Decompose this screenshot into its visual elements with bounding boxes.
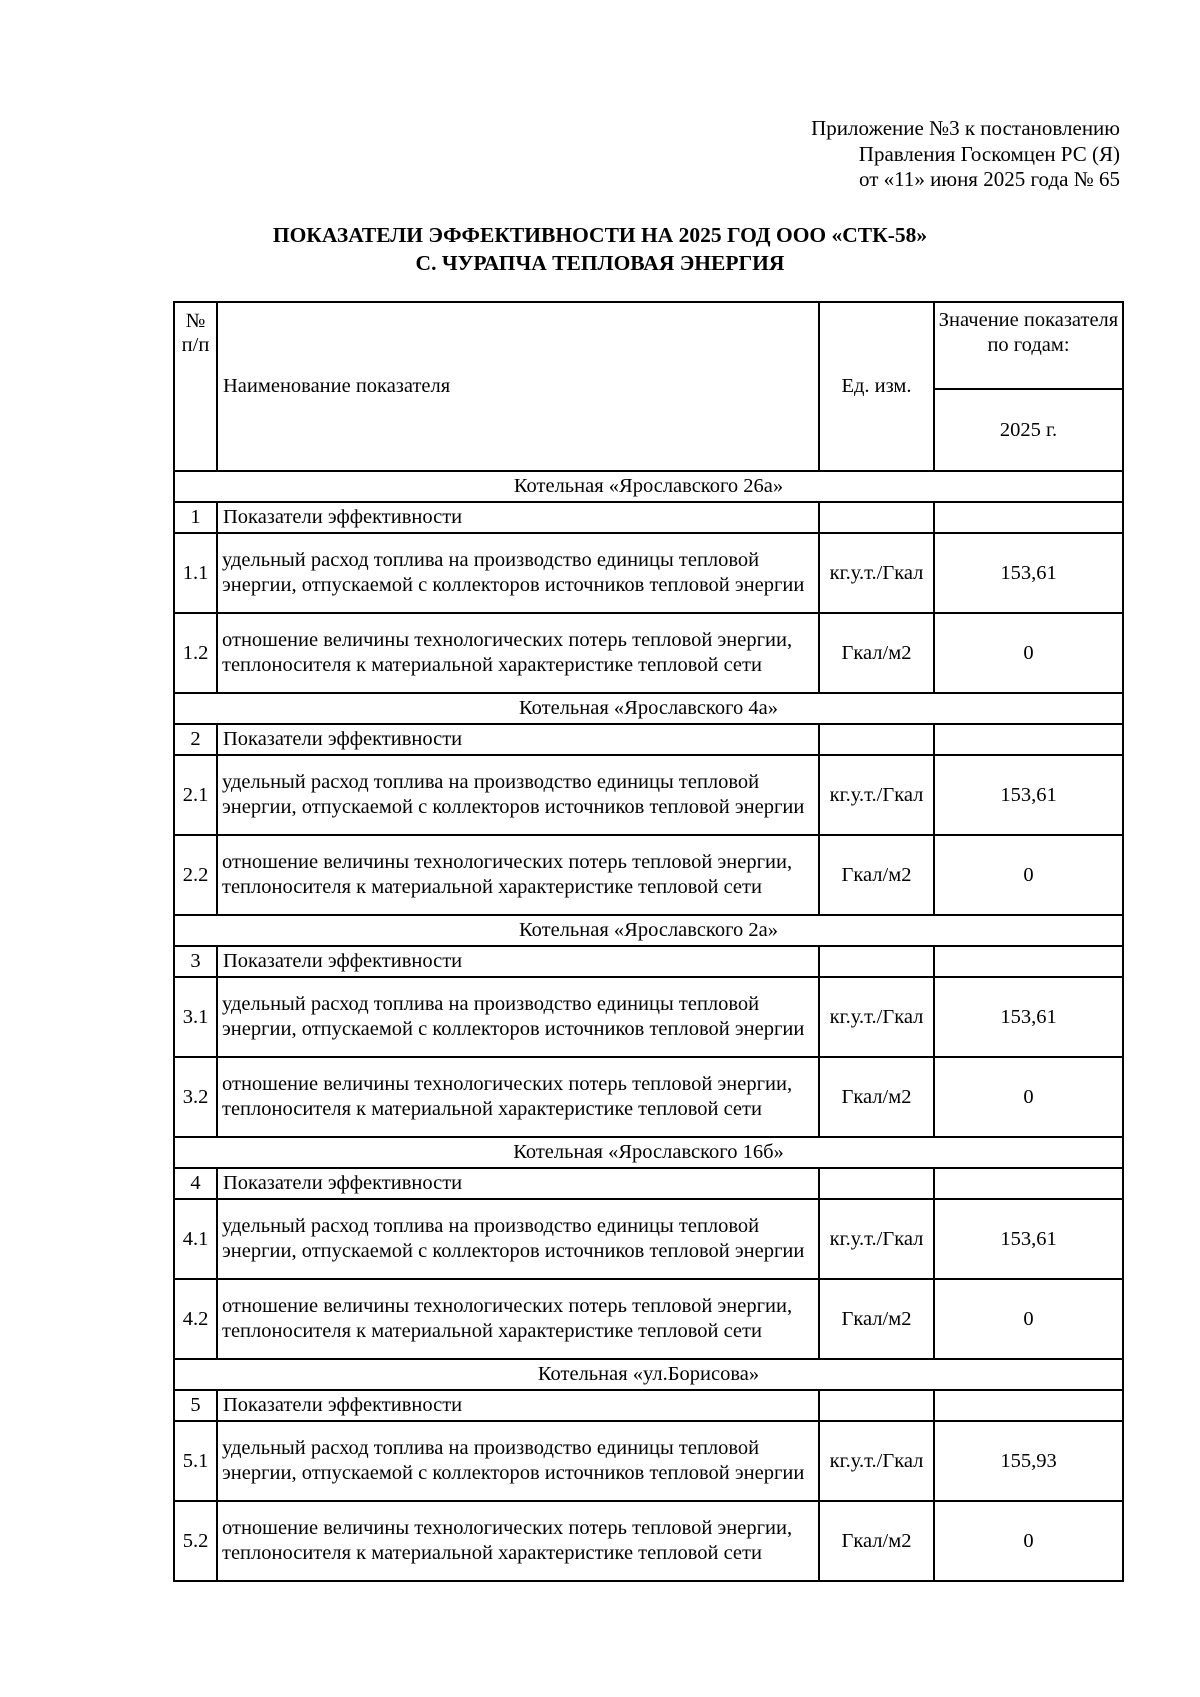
- item-number: 1.1: [174, 533, 217, 613]
- section-number: 2: [174, 724, 217, 755]
- approval-line: от «11» июня 2025 года № 65: [859, 167, 1120, 191]
- item-value: 153,61: [934, 533, 1123, 613]
- item-value: 0: [934, 1279, 1123, 1359]
- item-value: 0: [934, 613, 1123, 693]
- section-value-cell: [934, 502, 1123, 533]
- table-row: [174, 1199, 1123, 1279]
- item-unit: кг.у.т./Гкал: [819, 755, 934, 835]
- table-row: [174, 1057, 1123, 1137]
- section-unit-cell: [819, 502, 934, 533]
- item-name: отношение величины технологических потерь тепловой энергии, теплоносителя к материальной характеристике тепловой сети: [217, 1057, 819, 1137]
- boiler-name: Котельная «ул.Борисова»: [174, 1359, 1123, 1390]
- item-value: 153,61: [934, 755, 1123, 835]
- section-number: 4: [174, 1168, 217, 1199]
- section-unit-cell: [819, 946, 934, 977]
- section-unit-cell: [819, 724, 934, 755]
- title-line: С. ЧУРАПЧА ТЕПЛОВАЯ ЭНЕРГИЯ: [415, 251, 785, 275]
- item-number: 3.2: [174, 1057, 217, 1137]
- approval-line: Правления Госкомцен РС (Я): [858, 141, 1120, 166]
- table-row: [174, 755, 1123, 835]
- section-unit-cell: [819, 1168, 934, 1199]
- section-row: [174, 1168, 1123, 1199]
- item-value: 0: [934, 1057, 1123, 1137]
- section-number: 5: [174, 1390, 217, 1421]
- header-value-group: Значение показателя по годам:: [934, 302, 1123, 389]
- item-unit: Гкал/м2: [819, 1501, 934, 1581]
- table-row: [174, 613, 1123, 693]
- boiler-name: Котельная «Ярославского 4а»: [174, 693, 1123, 724]
- indicators-table-body: [174, 302, 1123, 1581]
- item-value: 155,93: [934, 1421, 1123, 1501]
- table-row: [174, 1421, 1123, 1501]
- item-name: отношение величины технологических потерь тепловой энергии, теплоносителя к материальной характеристике тепловой сети: [217, 1501, 819, 1581]
- item-number: 4.2: [174, 1279, 217, 1359]
- section-name: Показатели эффективности: [217, 724, 819, 755]
- document-title: [150, 221, 1050, 277]
- item-number: 5.1: [174, 1421, 217, 1501]
- section-name: Показатели эффективности: [217, 502, 819, 533]
- table-row: [174, 533, 1123, 613]
- item-value: 0: [934, 1501, 1123, 1581]
- item-number: 4.1: [174, 1199, 217, 1279]
- item-unit: Гкал/м2: [819, 613, 934, 693]
- item-unit: кг.у.т./Гкал: [819, 1199, 934, 1279]
- section-value-cell: [934, 1168, 1123, 1199]
- boiler-group-row: [174, 915, 1123, 946]
- section-name: Показатели эффективности: [217, 946, 819, 977]
- boiler-name: Котельная «Ярославского 26а»: [174, 471, 1123, 502]
- item-name: удельный расход топлива на производство единицы тепловой энергии, отпускаемой с коллекторов источников тепловой энергии: [217, 533, 819, 613]
- boiler-group-row: [174, 471, 1123, 502]
- item-name: отношение величины технологических потерь тепловой энергии, теплоносителя к материальной характеристике тепловой сети: [217, 835, 819, 915]
- table-header-row: [174, 302, 1123, 389]
- section-value-cell: [934, 724, 1123, 755]
- section-row: [174, 946, 1123, 977]
- table-row: [174, 1501, 1123, 1581]
- boiler-group-row: [174, 1137, 1123, 1168]
- item-name: удельный расход топлива на производство единицы тепловой энергии, отпускаемой с коллекторов источников тепловой энергии: [217, 1421, 819, 1501]
- section-number: 3: [174, 946, 217, 977]
- table-row: [174, 1279, 1123, 1359]
- section-value-cell: [934, 946, 1123, 977]
- item-number: 2.2: [174, 835, 217, 915]
- section-value-cell: [934, 1390, 1123, 1421]
- header-num: № п/п: [174, 302, 217, 471]
- approval-block: [700, 116, 1120, 193]
- boiler-group-row: [174, 1359, 1123, 1390]
- item-value: 0: [934, 835, 1123, 915]
- table-row: [174, 835, 1123, 915]
- title-line: ПОКАЗАТЕЛИ ЭФФЕКТИВНОСТИ НА 2025 ГОД ООО «СТК-58»: [272, 223, 928, 247]
- item-name: удельный расход топлива на производство единицы тепловой энергии, отпускаемой с коллекторов источников тепловой энергии: [217, 977, 819, 1057]
- item-unit: Гкал/м2: [819, 835, 934, 915]
- section-name: Показатели эффективности: [217, 1390, 819, 1421]
- approval-line: Приложение №3 к постановлению: [811, 116, 1120, 140]
- section-row: [174, 1390, 1123, 1421]
- item-name: удельный расход топлива на производство единицы тепловой энергии, отпускаемой с коллекторов источников тепловой энергии: [217, 1199, 819, 1279]
- item-number: 1.2: [174, 613, 217, 693]
- item-number: 5.2: [174, 1501, 217, 1581]
- item-unit: кг.у.т./Гкал: [819, 1421, 934, 1501]
- item-number: 2.1: [174, 755, 217, 835]
- indicators-table: [173, 301, 1124, 1582]
- section-row: [174, 724, 1123, 755]
- boiler-name: Котельная «Ярославского 2а»: [174, 915, 1123, 946]
- section-name: Показатели эффективности: [217, 1168, 819, 1199]
- item-value: 153,61: [934, 977, 1123, 1057]
- boiler-name: Котельная «Ярославского 16б»: [174, 1137, 1123, 1168]
- header-unit: Ед. изм.: [819, 302, 934, 471]
- item-name: отношение величины технологических потерь тепловой энергии, теплоносителя к материальной характеристике тепловой сети: [217, 613, 819, 693]
- section-row: [174, 502, 1123, 533]
- item-unit: Гкал/м2: [819, 1279, 934, 1359]
- item-unit: Гкал/м2: [819, 1057, 934, 1137]
- header-name: Наименование показателя: [217, 302, 819, 471]
- item-value: 153,61: [934, 1199, 1123, 1279]
- section-unit-cell: [819, 1390, 934, 1421]
- item-unit: кг.у.т./Гкал: [819, 977, 934, 1057]
- table-row: [174, 977, 1123, 1057]
- section-number: 1: [174, 502, 217, 533]
- header-year: 2025 г.: [934, 389, 1123, 471]
- item-name: удельный расход топлива на производство единицы тепловой энергии, отпускаемой с коллекторов источников тепловой энергии: [217, 755, 819, 835]
- boiler-group-row: [174, 693, 1123, 724]
- item-name: отношение величины технологических потерь тепловой энергии, теплоносителя к материальной характеристике тепловой сети: [217, 1279, 819, 1359]
- item-unit: кг.у.т./Гкал: [819, 533, 934, 613]
- item-number: 3.1: [174, 977, 217, 1057]
